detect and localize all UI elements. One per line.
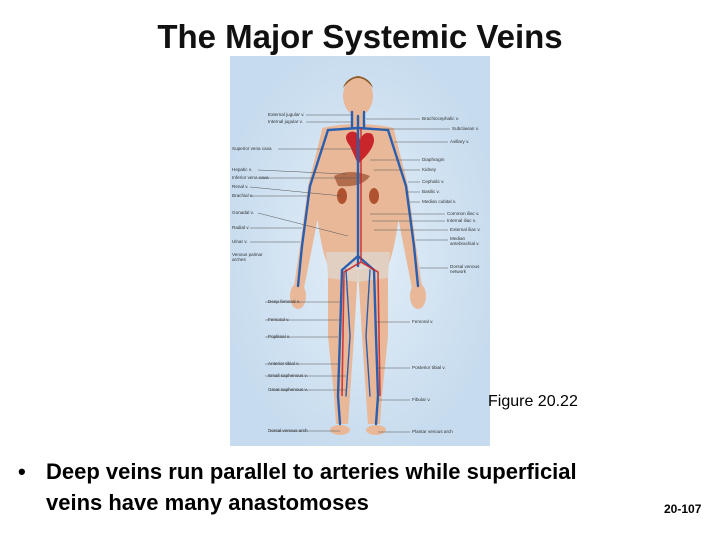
label-great-saphenous: Great saphenous v. xyxy=(268,387,308,392)
label-anterior-tibial: Anterior tibial v. xyxy=(268,361,300,366)
label-femoral-left-side: Femoral v. xyxy=(268,317,290,322)
label-basilic: Basilic v. xyxy=(422,189,440,194)
label-brachial: Brachial v. xyxy=(232,193,254,198)
label-ulnar: Ulnar v. xyxy=(232,239,248,244)
label-internal-iliac: Internal iliac v. xyxy=(447,218,477,223)
slide-title: The Major Systemic Veins xyxy=(157,18,563,55)
label-fibular: Fibular v. xyxy=(412,397,431,402)
label-radial: Radial v. xyxy=(232,225,250,230)
label-small-saphenous: Small saphenous v. xyxy=(268,373,308,378)
label-posterior-tibial: Posterior tibial v. xyxy=(412,365,446,370)
label-axillary: Axillary v. xyxy=(450,139,470,144)
bullet-text: Deep veins run parallel to arteries while superficial veins have many anastomoses xyxy=(46,459,577,515)
label-superior-vena-cava: Superior vena cava xyxy=(232,146,272,151)
label-femoral-right-side: Femoral v. xyxy=(412,319,434,324)
label-deep-femoral: Deep femoral v. xyxy=(268,299,301,304)
bullet-point xyxy=(18,456,628,518)
page-number: 20-107 xyxy=(664,502,702,516)
label-brachiocephalic: Brachiocephalic v. xyxy=(422,116,459,121)
label-internal-jugular: Internal jugular v. xyxy=(268,119,303,124)
label-venous-palmar-arches: Venous palmar arches xyxy=(232,252,263,262)
label-hepatic: Hepatic v. xyxy=(232,167,253,172)
veins-figure xyxy=(230,56,490,446)
label-cephalic: Cephalic v. xyxy=(422,179,445,184)
figure-caption: Figure 20.22 xyxy=(488,393,578,410)
label-kidney: Kidney xyxy=(422,167,437,172)
label-dorsal-venous-network: Dorsal venous network xyxy=(450,264,480,274)
label-dorsal-venous-arch: Dorsal venous arch xyxy=(268,428,308,433)
label-median-antebrachial: Median antebrachial v. xyxy=(450,236,480,246)
label-subclavian: Subclavian v. xyxy=(452,126,479,131)
label-gonadal: Gonadal v. xyxy=(232,210,254,215)
label-popliteal: Popliteal v. xyxy=(268,334,291,339)
bullet-marker: • xyxy=(18,459,26,484)
label-median-cubital: Median cubital v. xyxy=(422,199,457,204)
label-diaphragm: Diaphragm xyxy=(422,157,445,162)
label-common-iliac: Common iliac v. xyxy=(447,211,480,216)
label-external-iliac: External iliac v. xyxy=(450,227,481,232)
label-external-jugular: External jugular v. xyxy=(268,112,305,117)
label-inferior-vena-cava: Inferior vena cava xyxy=(232,175,269,180)
label-renal: Renal v. xyxy=(232,184,249,189)
label-plantar-venous-arch: Plantar venous arch xyxy=(412,429,453,434)
